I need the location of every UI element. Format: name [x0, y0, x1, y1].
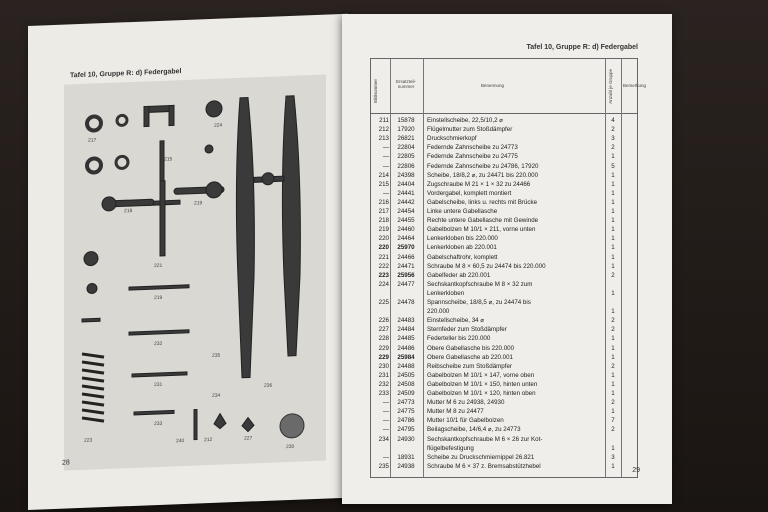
row-part-number: 25970	[397, 244, 415, 252]
row-description: Scheibe, 18/8,2 ⌀, zu 24471 bis 220.000	[427, 171, 539, 179]
table-row	[371, 445, 637, 454]
row-part-number: 24477	[397, 280, 415, 288]
row-part-number: 24471	[397, 262, 415, 270]
row-quantity: 1	[611, 262, 615, 270]
svg-text:221: 221	[154, 262, 163, 270]
left-page-number: 28	[62, 459, 70, 467]
table-row	[371, 299, 637, 308]
row-part-number: 15878	[397, 117, 415, 124]
fork-blade-right	[282, 96, 300, 357]
row-quantity: 1	[611, 189, 615, 197]
row-part-number: 24464	[397, 235, 415, 243]
row-picture-number: 221	[378, 253, 389, 261]
svg-text:218: 218	[124, 207, 133, 215]
row-part-number: 24466	[397, 253, 415, 261]
washer-part	[117, 115, 127, 125]
row-picture-number: —	[382, 417, 389, 425]
row-quantity: 1	[611, 198, 615, 206]
table-header	[371, 59, 647, 114]
row-description: flügelbefestigung	[427, 444, 474, 452]
row-part-number: 24398	[397, 171, 415, 179]
row-description: Gabelbolzen M 10/1 × 147, vorne oben	[427, 371, 535, 379]
svg-text:234: 234	[211, 392, 221, 399]
row-description: Sternfeder zum Stoßdämpfer	[427, 326, 507, 334]
row-picture-number: 229	[378, 344, 389, 352]
table-row	[371, 163, 637, 172]
row-picture-number: 223	[378, 271, 389, 279]
star-spring-part	[214, 413, 226, 428]
table-row	[371, 199, 637, 208]
row-part-number: 24795	[397, 426, 415, 434]
row-description: Lenkerkloben ab 220.001	[427, 244, 497, 252]
table-row	[371, 381, 637, 390]
row-description: Reibscheibe zum Stoßdämpfer	[427, 362, 512, 370]
table-row	[371, 417, 637, 426]
row-picture-number: —	[382, 426, 389, 434]
row-description: Scheibe zu Druckschmiernippel 26.821	[427, 453, 535, 461]
row-part-number: 24485	[397, 335, 415, 343]
table-row	[371, 454, 637, 463]
svg-text:217: 217	[88, 137, 97, 144]
row-picture-number: 222	[378, 262, 389, 270]
svg-text:236: 236	[264, 382, 273, 389]
bolt-part	[129, 285, 189, 290]
row-quantity: 1	[611, 335, 615, 343]
svg-text:212: 212	[204, 436, 213, 444]
row-part-number: 24488	[397, 362, 415, 370]
row-part-number: 24509	[397, 390, 415, 397]
row-quantity: 1	[611, 371, 615, 379]
row-description: Gabelscheibe, links u. rechts mit Brücke	[427, 198, 538, 206]
table-row	[371, 390, 637, 399]
table-row	[371, 317, 637, 326]
table-row	[371, 308, 637, 317]
row-description: Beilagscheibe, 14/6,4 ⌀, zu 24773	[427, 426, 521, 434]
washer-part	[87, 116, 101, 131]
table-row	[371, 335, 637, 344]
bolt-part	[132, 372, 187, 377]
row-part-number: 24938	[397, 462, 415, 470]
right-page-number: 29	[632, 467, 640, 474]
header-part-number: Ersatzteil-nummer	[395, 79, 416, 89]
row-quantity: 2	[611, 326, 615, 334]
row-quantity: 1	[611, 208, 615, 215]
svg-text:224: 224	[214, 122, 223, 129]
row-description: Vordergabel, komplett montiert	[427, 189, 512, 197]
row-picture-number: 226	[378, 317, 389, 325]
table-row	[371, 408, 637, 417]
row-part-number: 24930	[397, 435, 415, 443]
row-quantity: 2	[611, 317, 615, 325]
row-picture-number: 228	[378, 335, 389, 343]
row-part-number: 24455	[397, 217, 415, 225]
row-description: Federteller bis 220.000	[427, 335, 491, 343]
table-row	[371, 117, 637, 126]
row-picture-number: 213	[378, 135, 389, 143]
row-picture-number: —	[382, 144, 389, 152]
row-description: 220.000	[427, 308, 450, 316]
washer-part	[87, 158, 101, 173]
row-description: Gabelbolzen M 10/1 × 150, hinten unten	[427, 380, 538, 388]
row-picture-number: —	[382, 189, 389, 197]
fork-blade-left	[236, 97, 254, 378]
row-part-number: 24442	[397, 198, 415, 206]
row-part-number: 24786	[397, 417, 415, 425]
row-quantity: 2	[611, 126, 615, 134]
left-page-title: Tafel 10, Gruppe R: d) Federgabel	[70, 68, 182, 80]
row-picture-number: —	[382, 453, 389, 461]
table-row	[371, 463, 637, 472]
row-part-number: 26821	[397, 135, 415, 143]
svg-text:227: 227	[244, 435, 253, 442]
row-picture-number: 227	[378, 326, 389, 334]
table-row	[371, 281, 637, 290]
row-picture-number: 214	[378, 171, 389, 179]
svg-text:215: 215	[164, 156, 173, 163]
svg-text:230: 230	[286, 443, 295, 451]
header-picture-number: Bildnummer	[373, 79, 378, 104]
row-part-number: 25956	[397, 271, 415, 279]
row-picture-number: 216	[378, 198, 389, 206]
row-description: Gabelschaftrohr, komplett	[427, 253, 498, 261]
svg-text:223: 223	[84, 437, 93, 444]
row-quantity: 4	[611, 117, 615, 124]
row-description: Schraube M 8 × 60,5 zu 24474 bis 220.000	[427, 262, 546, 270]
table-row	[371, 263, 637, 272]
row-picture-number: 212	[378, 126, 389, 134]
svg-text:232: 232	[154, 340, 163, 348]
row-quantity: 1	[611, 253, 615, 261]
row-quantity: 2	[611, 362, 615, 370]
row-picture-number: 225	[378, 299, 389, 306]
table-row	[371, 172, 637, 181]
row-quantity: 2	[611, 426, 615, 434]
table-row	[371, 354, 637, 363]
row-part-number: 25984	[397, 353, 415, 361]
row-part-number: 24441	[397, 189, 415, 197]
row-part-number: 24775	[397, 408, 415, 416]
row-part-number: 24460	[397, 226, 415, 234]
friction-disc-part	[280, 413, 304, 438]
table-row	[371, 208, 637, 217]
bolt-part	[134, 410, 174, 415]
row-part-number: 22805	[397, 153, 415, 161]
left-page	[28, 14, 348, 510]
row-picture-number: 211	[379, 117, 389, 124]
row-quantity: 1	[611, 353, 615, 361]
row-quantity: 1	[611, 462, 615, 470]
row-description: Flügelmutter zum Stoßdämpfer	[427, 126, 513, 134]
row-description: Lenkerkloben bis 220.000	[427, 235, 498, 243]
row-quantity: 1	[611, 244, 615, 252]
table-row	[371, 372, 637, 381]
row-description: Gabelfeder ab 220.001	[427, 271, 491, 279]
header-description: Benennung	[481, 83, 505, 88]
washer-part	[116, 156, 128, 168]
row-part-number: 17920	[397, 126, 415, 134]
row-picture-number: 220	[378, 244, 389, 252]
row-description: Linke untere Gabellasche	[427, 208, 498, 215]
table-row	[371, 254, 637, 263]
row-part-number: 18931	[397, 453, 415, 461]
row-quantity: 2	[611, 271, 615, 279]
row-description: Einstellscheibe, 34 ⌀	[427, 317, 485, 325]
row-description: Lenkerkloben	[427, 289, 465, 297]
row-picture-number: —	[382, 408, 389, 416]
row-picture-number: 235	[378, 462, 389, 470]
right-page	[342, 14, 672, 504]
parts-table	[370, 58, 647, 478]
header-remark: Bemerkung	[623, 83, 647, 88]
svg-text:219: 219	[154, 294, 163, 302]
row-quantity: 3	[611, 135, 615, 143]
table-row	[371, 153, 637, 162]
bolt-part	[129, 330, 189, 335]
row-picture-number: —	[382, 162, 389, 170]
row-picture-number: 234	[378, 435, 389, 443]
row-description: Zugschraube M 21 × 1 × 32 zu 24466	[427, 180, 531, 188]
row-picture-number: —	[382, 399, 389, 407]
right-page-title: Tafel 10, Gruppe R: d) Federgabel	[526, 44, 638, 51]
row-quantity: 1	[611, 380, 615, 388]
row-quantity: 1	[611, 308, 615, 316]
row-part-number: 22804	[397, 144, 415, 152]
row-picture-number: 220	[378, 235, 389, 243]
row-quantity: 3	[611, 453, 615, 461]
row-picture-number: 233	[378, 390, 389, 397]
row-description: Rechte untere Gabellasche mit Gewinde	[427, 217, 539, 225]
row-quantity: 5	[611, 162, 615, 170]
parts-illustration	[64, 75, 326, 471]
row-description: Gabelbolzen M 10/1 × 211, vorne unten	[427, 226, 536, 234]
row-part-number: 24486	[397, 344, 415, 352]
row-quantity: 7	[611, 417, 615, 425]
row-quantity: 1	[611, 217, 615, 225]
row-picture-number: 229	[378, 353, 389, 361]
row-quantity: 1	[611, 390, 615, 397]
table-row	[371, 217, 637, 226]
row-description: Mutter M 8 zu 24477	[427, 408, 484, 416]
table-row	[371, 272, 637, 281]
row-picture-number: 219	[378, 226, 389, 234]
row-part-number: 24454	[397, 208, 415, 215]
row-picture-number: 217	[378, 208, 389, 215]
row-part-number: 24508	[397, 380, 415, 388]
row-quantity: 1	[611, 153, 615, 161]
table-row	[371, 135, 637, 144]
row-description: Mutter 10/1 für Gabelbolzen	[427, 417, 504, 425]
table-row	[371, 235, 637, 244]
row-description: Sechskantkopfschraube M 8 × 32 zum	[427, 280, 533, 288]
row-quantity: 2	[611, 399, 615, 407]
row-description: Mutter M 6 zu 24938, 24930	[427, 399, 505, 407]
table-row	[371, 326, 637, 335]
row-quantity: 1	[611, 226, 615, 234]
table-row	[371, 436, 637, 445]
svg-text:231: 231	[154, 381, 163, 389]
table-row	[371, 426, 637, 435]
row-quantity: 1	[611, 235, 615, 243]
row-picture-number: 232	[378, 380, 389, 388]
steering-tube-part	[160, 141, 164, 186]
row-description: Schraube M 6 × 37 z. Bremsabstützhebel	[427, 462, 541, 470]
row-part-number: 24505	[397, 371, 415, 379]
table-row	[371, 363, 637, 372]
svg-text:219: 219	[194, 200, 203, 207]
row-picture-number: 230	[378, 362, 389, 370]
svg-text:240: 240	[176, 437, 185, 445]
table-row	[371, 144, 637, 153]
row-picture-number: —	[382, 153, 389, 161]
row-description: Druckschmierkopf	[427, 135, 477, 143]
row-description: Einstellscheibe, 22,5/10,2 ⌀	[427, 117, 503, 124]
table-row	[371, 190, 637, 199]
row-quantity: 1	[611, 344, 615, 352]
row-description: Obere Gabellasche ab 220.001	[427, 353, 513, 361]
table-row	[371, 126, 637, 135]
row-description: Obere Gabellasche bis 220.000	[427, 344, 515, 352]
row-quantity: 1	[611, 180, 615, 188]
table-row	[371, 226, 637, 235]
row-description: Gabelbolzen M 10/1 × 120, hinten oben	[427, 390, 536, 397]
fitting-part	[206, 101, 222, 118]
row-picture-number: 231	[378, 371, 389, 379]
row-quantity: 1	[611, 408, 615, 416]
row-description: Federnde Zahnscheibe zu 24775	[427, 153, 518, 161]
row-part-number: 22806	[397, 162, 415, 170]
row-part-number: 24773	[397, 399, 415, 407]
row-quantity: 1	[611, 171, 615, 179]
row-part-number: 24484	[397, 326, 415, 334]
svg-text:233: 233	[154, 420, 163, 428]
row-picture-number: 215	[378, 180, 389, 188]
row-picture-number: 218	[378, 217, 389, 225]
row-description: Federnde Zahnscheibe zu 24786, 17920	[427, 162, 539, 170]
table-row	[371, 244, 637, 253]
row-part-number: 24404	[397, 180, 415, 188]
table-row	[371, 399, 637, 408]
table-row	[371, 345, 637, 354]
row-description: Spannscheibe, 18/8,5 ⌀, zu 24474 bis	[427, 299, 531, 306]
row-quantity: 1	[611, 289, 615, 297]
table-row	[371, 290, 637, 299]
coil-spring-part	[82, 348, 104, 429]
row-part-number: 24483	[397, 317, 415, 325]
row-part-number: 24478	[397, 299, 415, 306]
row-description: Sechskantkopfschraube M 6 × 26 zur Kot-	[427, 435, 543, 443]
row-quantity: 1	[611, 444, 615, 452]
table-row	[371, 181, 637, 190]
row-description: Federnde Zahnscheibe zu 24773	[427, 144, 518, 152]
row-picture-number: 224	[378, 280, 389, 288]
exploded-parts-drawing	[64, 75, 326, 471]
row-quantity: 2	[611, 144, 615, 152]
svg-text:235: 235	[211, 352, 221, 359]
header-quantity: Anzahl je Gruppe	[608, 69, 613, 104]
